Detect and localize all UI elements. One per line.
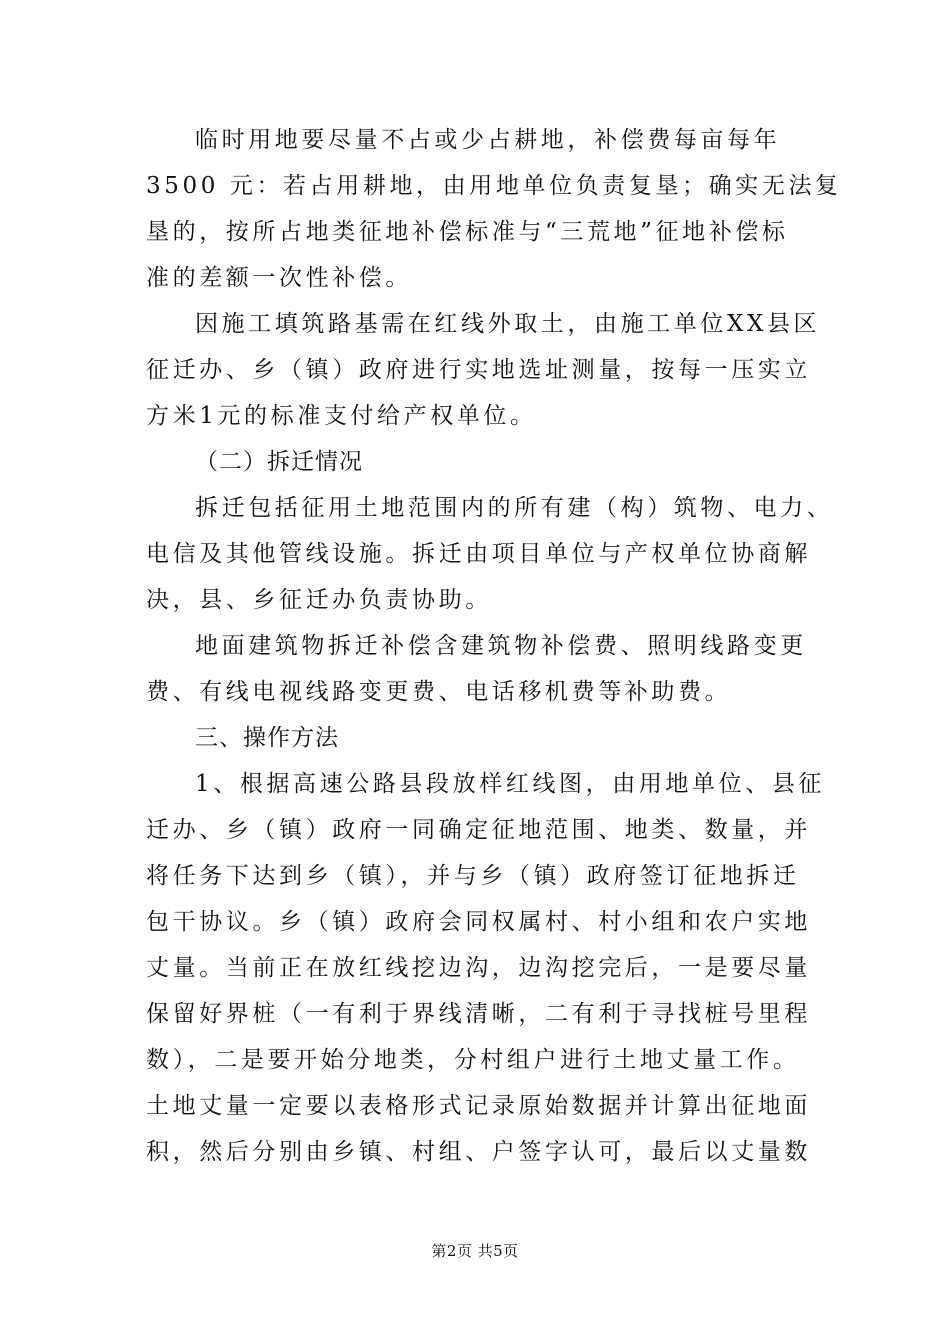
paragraph-line: 征迁办、乡（镇）政府进行实地选址测量，按每一压实立 — [146, 357, 811, 383]
paragraph-line: 地面建筑物拆迁补偿含建筑物补偿费、照明线路变更 — [195, 633, 807, 659]
paragraph-line: 数），二是要开始分地类，分村组户进行土地丈量工作。 — [146, 1047, 800, 1073]
paragraph-line: 丈量。当前正在放红线挖边沟，边沟挖完后，一是要尽量 — [146, 955, 811, 981]
paragraph-line: 准的差额一次性补偿。 — [146, 265, 412, 291]
paragraph-line: 3500 元：若占用耕地，由用地单位负责复垦；确实无法复 — [146, 173, 842, 199]
page-footer: 第2页 共5页 — [431, 1242, 519, 1260]
paragraph-line: 方米1元的标准支付给产权单位。 — [146, 403, 537, 429]
paragraph-line: 1、根据高速公路县段放样红线图，由用地单位、县征 — [195, 771, 826, 797]
paragraph-line: 因施工填筑路基需在红线外取土，由施工单位XX县区 — [195, 311, 821, 337]
paragraph-line: 包干协议。乡（镇）政府会同权属村、村小组和农户实地 — [146, 909, 811, 935]
paragraph-line: 保留好界桩（一有利于界线清晰，二有利于寻找桩号里程 — [146, 1001, 811, 1027]
paragraph-line: 迁办、乡（镇）政府一同确定征地范围、地类、数量，并 — [146, 817, 811, 843]
paragraph-line: 费、有线电视线路变更费、电话移机费等补助费。 — [146, 679, 732, 705]
paragraph-line: 拆迁包括征用土地范围内的所有建（构）筑物、电力、 — [195, 495, 834, 521]
paragraph-line: 垦的，按所占地类征地补偿标准与“三荒地”征地补偿标 — [146, 219, 789, 245]
paragraph-line: 临时用地要尽量不占或少占耕地，补偿费每亩每年 — [195, 127, 781, 153]
paragraph-line: 积，然后分别由乡镇、村组、户签字认可，最后以丈量数 — [146, 1139, 811, 1165]
paragraph-line: 将任务下达到乡（镇），并与乡（镇）政府签订征地拆迁 — [146, 863, 800, 889]
paragraph-line: 电信及其他管线设施。拆迁由项目单位与产权单位协商解 — [146, 541, 811, 567]
section-heading: （二）拆迁情况 — [195, 449, 363, 475]
section-heading: 三、操作方法 — [195, 725, 339, 751]
paragraph-line: 土地丈量一定要以表格形式记录原始数据并计算出征地面 — [146, 1093, 811, 1119]
paragraph-line: 决，县、乡征迁办负责协助。 — [146, 587, 492, 613]
